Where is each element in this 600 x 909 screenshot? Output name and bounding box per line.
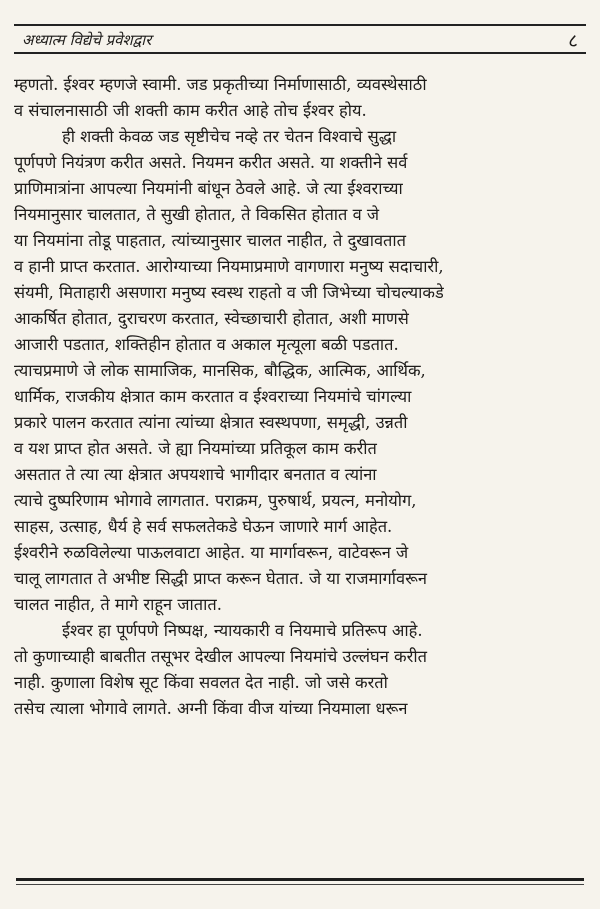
text-line: तसेच त्याला भोगावे लागते. अग्नी किंवा वीज यांच्या नियमाला धरून (14, 699, 408, 718)
text-line: तो कुणाच्याही बाबतीत तसूभर देखील आपल्या नियमांचे उल्लंघन करीत (14, 647, 427, 666)
text-line: पूर्णपणे नियंत्रण करीत असते. नियमन करीत असते. या शक्तीने सर्व (14, 153, 408, 172)
text-line: प्रकारे पालन करतात त्यांना त्यांच्या क्षेत्रात स्वस्थपणा, समृद्धी, उन्नती (14, 413, 408, 432)
text-line: संयमी, मिताहारी असणारा मनुष्य स्वस्थ राहतो व जी जिभेच्या चोचल्याकडे (14, 283, 444, 302)
text-line: त्याचे दुष्परिणाम भोगावे लागतात. पराक्रम, पुरुषार्थ, प्रयत्न, मनोयोग, (14, 491, 417, 510)
page-body (14, 72, 588, 722)
text-line: त्याचप्रमाणे जे लोक सामाजिक, मानसिक, बौद्धिक, आत्मिक, आर्थिक, (14, 361, 426, 380)
book-title: अध्यात्म विद्येचे प्रवेशद्वार (22, 31, 152, 49)
text-line: ईश्वरीने रुळविलेल्या पाऊलवाटा आहेत. या मार्गावरून, वाटेवरून जे (14, 543, 409, 562)
text-line: व संचालनासाठी जी शक्ती काम करीत आहे तोच ईश्वर होय. (14, 101, 367, 120)
text-line: चालत नाहीत, ते मागे राहून जातात. (14, 595, 222, 614)
text-line: चालू लागतात ते अभीष्ट सिद्धी प्राप्त करून घेतात. जे या राजमार्गावरून (14, 569, 427, 588)
text-line: व हानी प्राप्त करतात. आरोग्याच्या नियमाप्रमाणे वागणारा मनुष्य सदाचारी, (14, 257, 444, 276)
text-line: व यश प्राप्त होत असते. जे ह्या नियमांच्या प्रतिकूल काम करीत (14, 439, 377, 458)
text-line: नाही. कुणाला विशेष सूट किंवा सवलत देत नाही. जो जसे करतो (14, 673, 388, 692)
paragraph-2 (14, 124, 588, 618)
running-header (14, 24, 586, 54)
text-line: म्हणतो. ईश्वर म्हणजे स्वामी. जड प्रकृतीच्या निर्माणासाठी, व्यवस्थेसाठी (14, 75, 427, 94)
text-line: आजारी पडतात, शक्तिहीन होतात व अकाल मृत्यूला बळी पडतात. (14, 335, 399, 354)
footer-rule-thin (16, 884, 584, 885)
text-line: या नियमांना तोडू पाहतात, त्यांच्यानुसार चालत नाहीत, ते दुखावतात (14, 231, 406, 250)
text-line: असतात ते त्या त्या क्षेत्रात अपयशाचे भागीदार बनतात व त्यांना (14, 465, 377, 484)
text-line: आकर्षित होतात, दुराचरण करतात, स्वेच्छाचारी होतात, अशी माणसे (14, 309, 409, 328)
text-line: साहस, उत्साह, धैर्य हे सर्व सफलतेकडे घेऊन जाणारे मार्ग आहेत. (14, 517, 393, 536)
text-line: ही शक्ती केवळ जड सृष्टीचेच नव्हे तर चेतन विश्वाचे सुद्धा (62, 127, 397, 146)
text-line: नियमानुसार चालतात, ते सुखी होतात, ते विकसित होतात व जे (14, 205, 380, 224)
paragraph-3 (14, 618, 588, 722)
text-line: प्राणिमात्रांना आपल्या नियमांनी बांधून ठेवले आहे. जे त्या ईश्वराच्या (14, 179, 403, 198)
page-number: ८ (568, 30, 578, 52)
text-line: ईश्वर हा पूर्णपणे निष्पक्ष, न्यायकारी व नियमाचे प्रतिरूप आहे. (62, 621, 423, 640)
footer-rule-thick (16, 878, 584, 881)
text-line: धार्मिक, राजकीय क्षेत्रात काम करतात व ईश्वराच्या नियमांचे चांगल्या (14, 387, 412, 406)
paragraph-1 (14, 72, 588, 124)
